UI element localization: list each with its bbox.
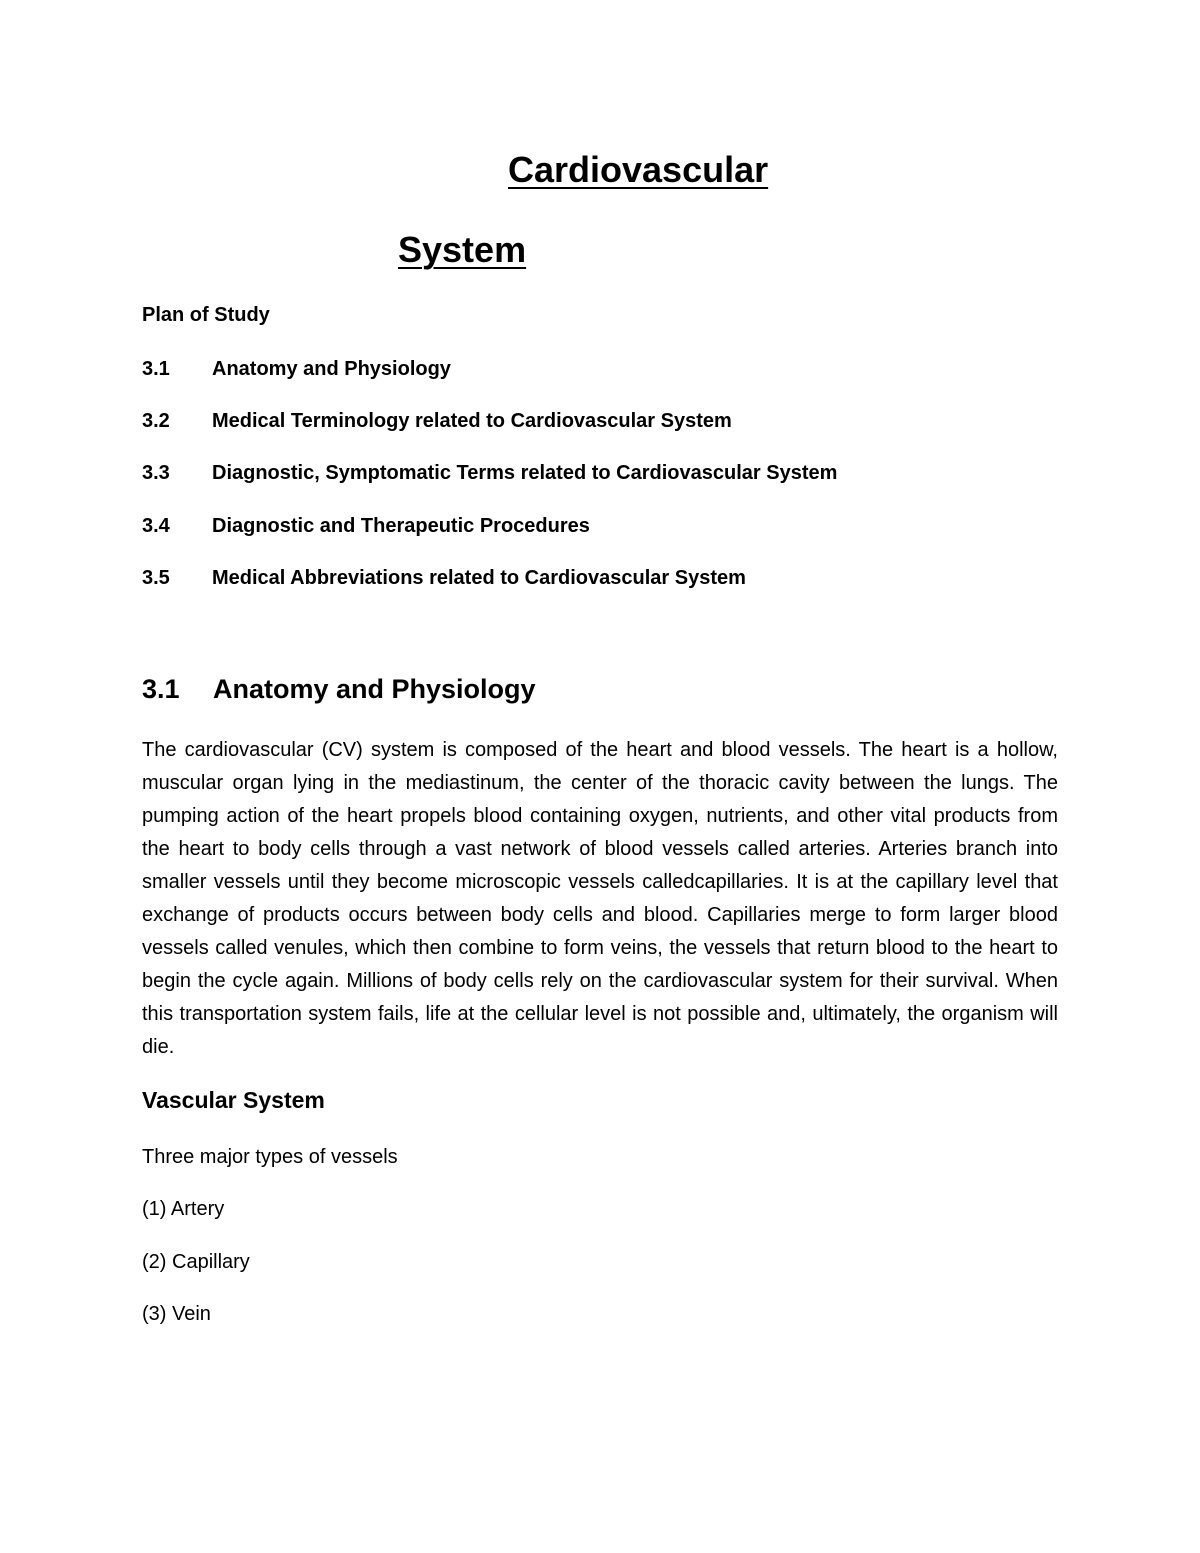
plan-item-text: Medical Terminology related to Cardiovascular System [212,410,732,432]
plan-item [142,359,451,379]
document-title-line-2: System [398,229,527,270]
plan-item-number: 3.2 [142,410,170,432]
document-title-line-1: Cardiovascular [508,149,769,190]
plan-item [142,516,590,536]
plan-item-text: Anatomy and Physiology [212,358,451,380]
plan-of-study-label: Plan of Study [142,304,270,326]
plan-item [142,411,732,431]
section-heading [142,676,536,703]
vessel-list-item: (3) Vein [142,1303,211,1325]
plan-item-number: 3.3 [142,462,170,484]
vessel-list-item: (2) Capillary [142,1251,250,1273]
plan-item-text: Diagnostic and Therapeutic Procedures [212,515,590,537]
anatomy-paragraph: The cardiovascular (CV) system is composed of the heart and blood vessels. The heart is a hollow, muscular organ lying in the mediastinum, the center of the thoracic cavity between the lungs. The pumping action of the heart propels blood containing oxygen, nutrients, and other vital products from the heart to body cells through a vast network of blood vessels called arteries. Arteries branch into smaller vessels until they become microscopic vessels calledcapillaries. It is at the capillary level that exchange of products occurs between body cells and blood. Capillaries merge to form larger blood vessels called venules, which then combine to form veins, the vessels that return blood to the heart to begin the cycle again. Millions of body cells rely on the cardiovascular system for their survival. When this transportation system fails, life at the cellular level is not possible and, ultimately, the organism will die. [142,739,1058,1058]
vascular-system-heading: Vascular System [142,1087,325,1113]
plan-item-number: 3.5 [142,567,170,589]
section-number: 3.1 [142,674,180,704]
plan-item-number: 3.1 [142,358,170,380]
plan-item-text: Medical Abbreviations related to Cardiovascular System [212,567,746,589]
plan-item [142,568,746,588]
section-title: Anatomy and Physiology [213,674,536,704]
plan-item-number: 3.4 [142,515,170,537]
plan-item [142,463,837,483]
plan-item-text: Diagnostic, Symptomatic Terms related to Cardiovascular System [212,462,838,484]
vessel-list-item: (1) Artery [142,1198,225,1220]
vessels-intro: Three major types of vessels [142,1146,398,1168]
